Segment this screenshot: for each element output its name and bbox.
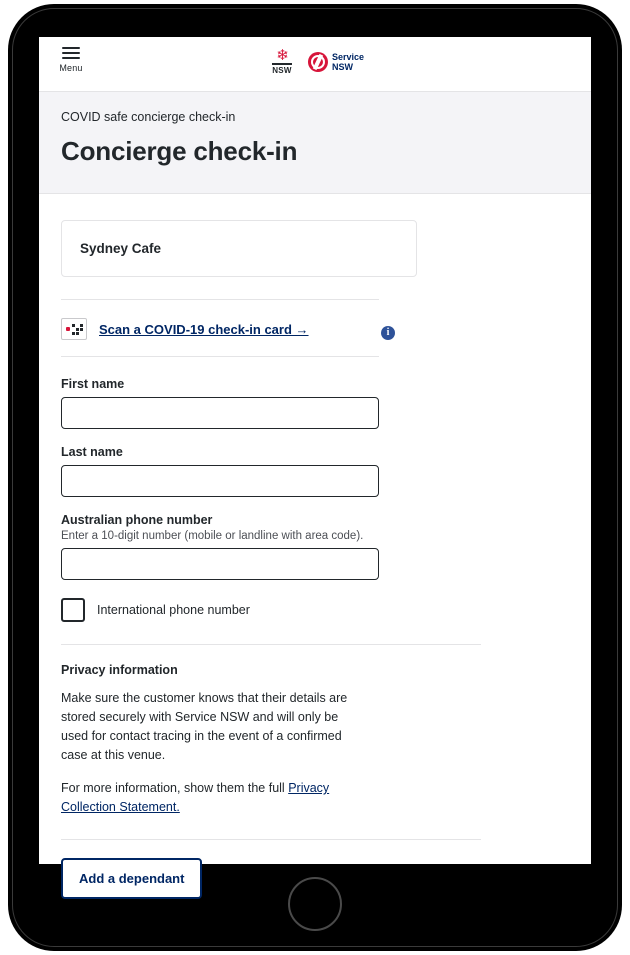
first-name-label: First name: [61, 377, 125, 391]
menu-button-label: Menu: [59, 63, 83, 73]
privacy-collection-statement-link[interactable]: Privacy Collection Statement.: [61, 781, 330, 814]
service-nsw-wordmark-line1: Service: [331, 52, 365, 62]
brand-logo-group: [266, 49, 364, 75]
service-nsw-swirl-icon: [308, 52, 328, 72]
service-nsw-logo: [308, 52, 364, 72]
phone-input[interactable]: [61, 548, 379, 580]
privacy-section-title: Privacy information: [61, 663, 178, 677]
divider-above-privacy: [61, 644, 481, 645]
scan-check-in-card-link[interactable]: Scan a COVID-19 check-in card →: [99, 321, 309, 337]
covid-check-in-card-icon: [61, 318, 87, 340]
page-title: Concierge check-in: [61, 136, 298, 166]
page-hero: [39, 92, 591, 194]
international-phone-checkbox-row[interactable]: [61, 598, 401, 622]
first-name-input[interactable]: [61, 397, 379, 429]
hamburger-menu-icon: [62, 47, 80, 59]
privacy-paragraph-1: Make sure the customer knows that their details are stored securely with Service NSW and will only be used for contact tracing in the event of a confirmed case at this venue.: [61, 691, 348, 762]
venue-name: Sydney Cafe: [80, 241, 162, 256]
phone-hint: Enter a 10-digit number (mobile or landline with area code).: [61, 530, 364, 542]
venue-card: [61, 220, 417, 277]
main-content: [39, 194, 423, 909]
app-header: [39, 37, 591, 92]
divider-above-scan: [61, 299, 379, 300]
nsw-wordmark: NSW: [272, 63, 292, 75]
home-button[interactable]: [288, 877, 342, 931]
service-nsw-wordmark-line2: NSW: [331, 62, 353, 72]
nsw-government-logo: [266, 49, 298, 75]
breadcrumb: COVID safe concierge check-in: [61, 110, 236, 124]
divider-above-actions: [61, 839, 481, 840]
international-phone-checkbox-label: International phone number: [97, 603, 250, 617]
scan-card-row: [61, 318, 390, 340]
divider-below-scan: [61, 356, 379, 357]
tablet-screen: [39, 37, 591, 886]
phone-field-group: [61, 513, 401, 580]
add-dependant-button[interactable]: Add a dependant: [61, 858, 202, 899]
phone-label: Australian phone number: [61, 513, 213, 527]
service-nsw-wordmark: [332, 52, 364, 72]
international-phone-checkbox[interactable]: [61, 598, 85, 622]
last-name-field-group: [61, 445, 401, 497]
menu-button[interactable]: [51, 47, 91, 73]
last-name-input[interactable]: [61, 465, 379, 497]
privacy-paragraph-2-prefix: For more information, show them the full: [61, 781, 289, 795]
information-icon[interactable]: i: [381, 326, 395, 340]
nsw-waratah-icon: ❄: [276, 47, 288, 64]
last-name-label: Last name: [61, 445, 123, 459]
privacy-paragraph-2: [61, 779, 361, 817]
tablet-device-frame: [8, 4, 622, 951]
first-name-field-group: [61, 377, 401, 429]
